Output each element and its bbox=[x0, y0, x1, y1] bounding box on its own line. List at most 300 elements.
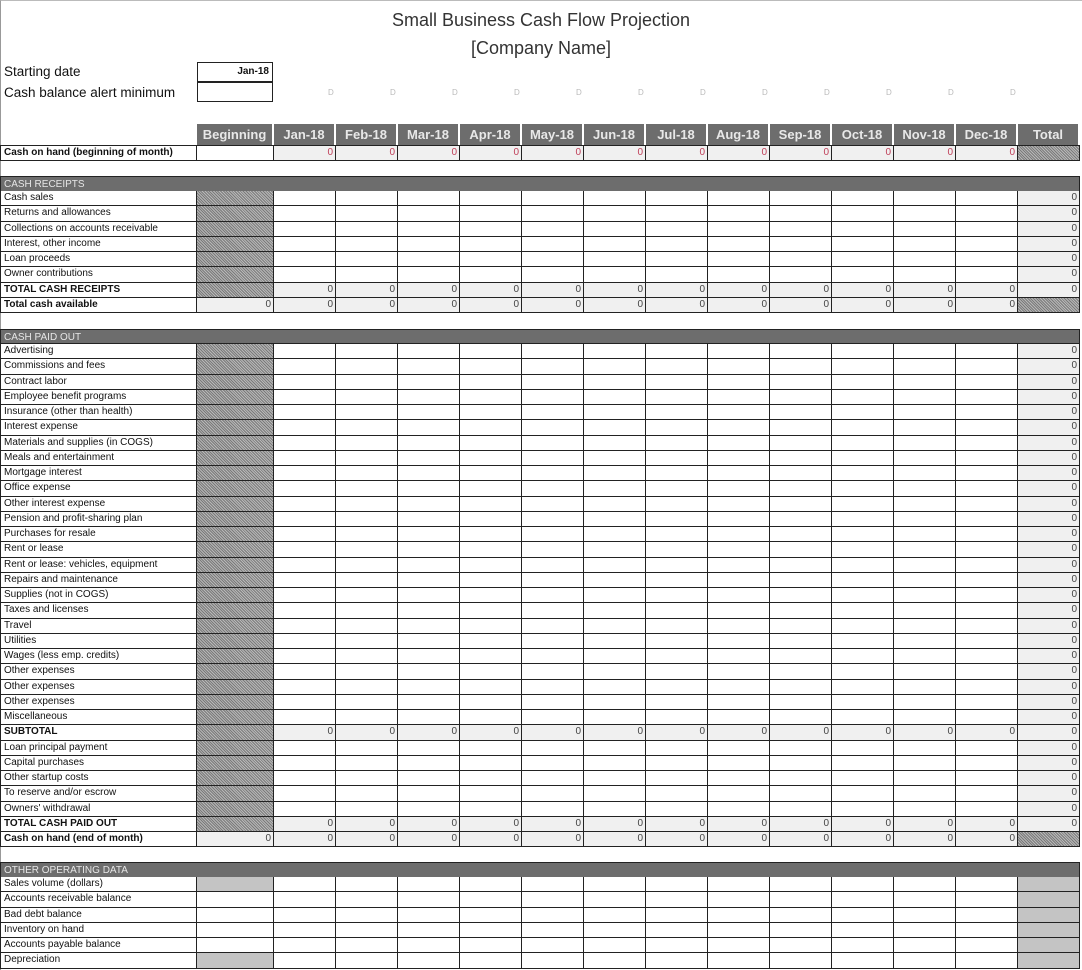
month-cell[interactable] bbox=[274, 451, 336, 466]
month-cell[interactable] bbox=[398, 206, 460, 221]
month-cell[interactable] bbox=[770, 191, 832, 206]
month-cell[interactable] bbox=[584, 802, 646, 817]
month-cell[interactable] bbox=[956, 191, 1018, 206]
month-cell[interactable] bbox=[646, 923, 708, 938]
month-cell[interactable] bbox=[522, 542, 584, 557]
month-cell[interactable] bbox=[894, 786, 956, 801]
month-cell[interactable] bbox=[832, 542, 894, 557]
month-cell[interactable] bbox=[770, 375, 832, 390]
month-cell[interactable] bbox=[770, 877, 832, 892]
month-cell[interactable] bbox=[460, 695, 522, 710]
month-cell[interactable] bbox=[522, 710, 584, 725]
month-cell[interactable] bbox=[770, 710, 832, 725]
month-cell[interactable] bbox=[336, 527, 398, 542]
month-cell[interactable] bbox=[770, 923, 832, 938]
month-cell[interactable] bbox=[832, 953, 894, 968]
month-cell[interactable] bbox=[584, 938, 646, 953]
month-cell[interactable] bbox=[584, 756, 646, 771]
month-cell[interactable] bbox=[770, 252, 832, 267]
month-cell[interactable] bbox=[832, 191, 894, 206]
month-cell[interactable] bbox=[832, 558, 894, 573]
month-cell[interactable] bbox=[460, 237, 522, 252]
month-cell[interactable] bbox=[584, 664, 646, 679]
month-cell[interactable] bbox=[460, 390, 522, 405]
month-cell[interactable] bbox=[460, 634, 522, 649]
month-cell[interactable] bbox=[956, 481, 1018, 496]
month-cell[interactable] bbox=[956, 953, 1018, 968]
month-cell[interactable] bbox=[708, 252, 770, 267]
month-cell[interactable] bbox=[274, 222, 336, 237]
month-cell[interactable] bbox=[708, 619, 770, 634]
month-cell[interactable] bbox=[522, 603, 584, 618]
month-cell[interactable] bbox=[584, 953, 646, 968]
month-cell[interactable] bbox=[894, 923, 956, 938]
month-cell[interactable] bbox=[894, 420, 956, 435]
month-cell[interactable] bbox=[398, 222, 460, 237]
month-cell[interactable] bbox=[336, 237, 398, 252]
month-cell[interactable] bbox=[460, 512, 522, 527]
month-cell[interactable] bbox=[336, 908, 398, 923]
month-cell[interactable] bbox=[646, 512, 708, 527]
month-cell[interactable] bbox=[336, 680, 398, 695]
month-cell[interactable] bbox=[460, 680, 522, 695]
month-cell[interactable] bbox=[460, 741, 522, 756]
month-cell[interactable] bbox=[274, 466, 336, 481]
month-cell[interactable] bbox=[646, 603, 708, 618]
month-cell[interactable] bbox=[584, 466, 646, 481]
month-cell[interactable] bbox=[522, 420, 584, 435]
month-cell[interactable] bbox=[398, 892, 460, 907]
month-cell[interactable] bbox=[646, 206, 708, 221]
month-cell[interactable] bbox=[832, 588, 894, 603]
month-cell[interactable] bbox=[708, 542, 770, 557]
month-cell[interactable] bbox=[460, 953, 522, 968]
month-cell[interactable] bbox=[460, 802, 522, 817]
month-cell[interactable] bbox=[832, 497, 894, 512]
month-cell[interactable] bbox=[894, 267, 956, 282]
month-cell[interactable] bbox=[708, 603, 770, 618]
month-cell[interactable] bbox=[274, 786, 336, 801]
alert-minimum-input[interactable] bbox=[197, 82, 273, 102]
month-cell[interactable] bbox=[336, 451, 398, 466]
month-cell[interactable] bbox=[522, 222, 584, 237]
month-cell[interactable] bbox=[460, 206, 522, 221]
month-cell[interactable] bbox=[708, 786, 770, 801]
month-cell[interactable] bbox=[274, 802, 336, 817]
month-cell[interactable] bbox=[522, 573, 584, 588]
month-cell[interactable] bbox=[460, 359, 522, 374]
month-cell[interactable] bbox=[832, 938, 894, 953]
month-cell[interactable] bbox=[398, 359, 460, 374]
month-cell[interactable] bbox=[956, 680, 1018, 695]
month-cell[interactable] bbox=[646, 634, 708, 649]
month-cell[interactable] bbox=[832, 390, 894, 405]
company-name[interactable]: [Company Name] bbox=[470, 38, 612, 58]
month-cell[interactable] bbox=[832, 252, 894, 267]
month-cell[interactable] bbox=[398, 786, 460, 801]
month-cell[interactable] bbox=[398, 436, 460, 451]
month-cell[interactable] bbox=[274, 436, 336, 451]
month-cell[interactable] bbox=[522, 664, 584, 679]
month-cell[interactable] bbox=[274, 923, 336, 938]
month-cell[interactable] bbox=[336, 222, 398, 237]
month-cell[interactable] bbox=[770, 237, 832, 252]
month-cell[interactable] bbox=[398, 938, 460, 953]
month-cell[interactable] bbox=[832, 786, 894, 801]
month-cell[interactable] bbox=[894, 680, 956, 695]
month-cell[interactable] bbox=[460, 466, 522, 481]
month-cell[interactable] bbox=[584, 527, 646, 542]
month-cell[interactable] bbox=[274, 877, 336, 892]
month-cell[interactable] bbox=[646, 664, 708, 679]
month-cell[interactable] bbox=[336, 542, 398, 557]
beginning-cell[interactable] bbox=[197, 908, 274, 923]
month-cell[interactable] bbox=[832, 741, 894, 756]
month-cell[interactable] bbox=[646, 573, 708, 588]
month-cell[interactable] bbox=[956, 634, 1018, 649]
month-cell[interactable] bbox=[832, 771, 894, 786]
month-cell[interactable] bbox=[522, 908, 584, 923]
month-cell[interactable] bbox=[584, 222, 646, 237]
month-cell[interactable] bbox=[274, 603, 336, 618]
month-cell[interactable] bbox=[274, 634, 336, 649]
month-cell[interactable] bbox=[460, 619, 522, 634]
month-cell[interactable] bbox=[336, 892, 398, 907]
month-cell[interactable] bbox=[894, 527, 956, 542]
month-cell[interactable] bbox=[522, 619, 584, 634]
month-cell[interactable] bbox=[522, 527, 584, 542]
month-cell[interactable] bbox=[646, 359, 708, 374]
month-cell[interactable] bbox=[894, 603, 956, 618]
month-cell[interactable] bbox=[646, 344, 708, 359]
month-cell[interactable] bbox=[584, 741, 646, 756]
month-cell[interactable] bbox=[956, 923, 1018, 938]
month-cell[interactable] bbox=[274, 756, 336, 771]
month-cell[interactable] bbox=[956, 237, 1018, 252]
month-cell[interactable] bbox=[956, 512, 1018, 527]
month-cell[interactable] bbox=[770, 603, 832, 618]
month-cell[interactable] bbox=[460, 267, 522, 282]
month-cell[interactable] bbox=[274, 191, 336, 206]
month-cell[interactable] bbox=[522, 953, 584, 968]
month-cell[interactable] bbox=[956, 466, 1018, 481]
month-cell[interactable] bbox=[708, 405, 770, 420]
month-cell[interactable] bbox=[646, 710, 708, 725]
month-cell[interactable] bbox=[832, 359, 894, 374]
month-cell[interactable] bbox=[956, 908, 1018, 923]
month-cell[interactable] bbox=[336, 619, 398, 634]
month-cell[interactable] bbox=[770, 786, 832, 801]
month-cell[interactable] bbox=[460, 664, 522, 679]
month-cell[interactable] bbox=[584, 771, 646, 786]
month-cell[interactable] bbox=[398, 877, 460, 892]
month-cell[interactable] bbox=[894, 771, 956, 786]
month-cell[interactable] bbox=[770, 222, 832, 237]
month-cell[interactable] bbox=[770, 938, 832, 953]
month-cell[interactable] bbox=[460, 420, 522, 435]
month-cell[interactable] bbox=[460, 222, 522, 237]
month-cell[interactable] bbox=[584, 680, 646, 695]
month-cell[interactable] bbox=[336, 756, 398, 771]
month-cell[interactable] bbox=[584, 619, 646, 634]
month-cell[interactable] bbox=[894, 664, 956, 679]
month-cell[interactable] bbox=[832, 573, 894, 588]
month-cell[interactable] bbox=[956, 786, 1018, 801]
month-cell[interactable] bbox=[708, 741, 770, 756]
month-cell[interactable] bbox=[832, 877, 894, 892]
month-cell[interactable] bbox=[646, 892, 708, 907]
month-cell[interactable] bbox=[956, 802, 1018, 817]
month-cell[interactable] bbox=[584, 206, 646, 221]
month-cell[interactable] bbox=[646, 237, 708, 252]
month-cell[interactable] bbox=[460, 497, 522, 512]
month-cell[interactable] bbox=[584, 649, 646, 664]
month-cell[interactable] bbox=[832, 634, 894, 649]
month-cell[interactable] bbox=[398, 375, 460, 390]
beginning-cell[interactable] bbox=[197, 877, 274, 892]
month-cell[interactable] bbox=[336, 252, 398, 267]
month-cell[interactable] bbox=[584, 908, 646, 923]
month-cell[interactable] bbox=[956, 649, 1018, 664]
month-cell[interactable] bbox=[336, 953, 398, 968]
month-cell[interactable] bbox=[708, 237, 770, 252]
month-cell[interactable] bbox=[584, 710, 646, 725]
month-cell[interactable] bbox=[336, 923, 398, 938]
month-cell[interactable] bbox=[522, 497, 584, 512]
month-cell[interactable] bbox=[460, 436, 522, 451]
month-cell[interactable] bbox=[956, 588, 1018, 603]
month-cell[interactable] bbox=[522, 756, 584, 771]
month-cell[interactable] bbox=[522, 938, 584, 953]
month-cell[interactable] bbox=[584, 390, 646, 405]
month-cell[interactable] bbox=[646, 466, 708, 481]
month-cell[interactable] bbox=[336, 588, 398, 603]
month-cell[interactable] bbox=[832, 436, 894, 451]
month-cell[interactable] bbox=[274, 206, 336, 221]
month-cell[interactable] bbox=[522, 359, 584, 374]
month-cell[interactable] bbox=[336, 436, 398, 451]
month-cell[interactable] bbox=[708, 573, 770, 588]
month-cell[interactable] bbox=[956, 405, 1018, 420]
month-cell[interactable] bbox=[398, 741, 460, 756]
month-cell[interactable] bbox=[646, 436, 708, 451]
month-cell[interactable] bbox=[274, 252, 336, 267]
month-cell[interactable] bbox=[274, 375, 336, 390]
month-cell[interactable] bbox=[770, 558, 832, 573]
month-cell[interactable] bbox=[336, 603, 398, 618]
month-cell[interactable] bbox=[832, 892, 894, 907]
month-cell[interactable] bbox=[336, 877, 398, 892]
month-cell[interactable] bbox=[398, 466, 460, 481]
month-cell[interactable] bbox=[832, 405, 894, 420]
month-cell[interactable] bbox=[956, 741, 1018, 756]
month-cell[interactable] bbox=[770, 771, 832, 786]
month-cell[interactable] bbox=[770, 649, 832, 664]
month-cell[interactable] bbox=[522, 267, 584, 282]
month-cell[interactable] bbox=[832, 603, 894, 618]
month-cell[interactable] bbox=[646, 222, 708, 237]
month-cell[interactable] bbox=[274, 359, 336, 374]
month-cell[interactable] bbox=[646, 680, 708, 695]
month-cell[interactable] bbox=[336, 405, 398, 420]
month-cell[interactable] bbox=[336, 649, 398, 664]
month-cell[interactable] bbox=[832, 222, 894, 237]
month-cell[interactable] bbox=[708, 634, 770, 649]
month-cell[interactable] bbox=[708, 649, 770, 664]
month-cell[interactable] bbox=[398, 588, 460, 603]
month-cell[interactable] bbox=[956, 710, 1018, 725]
month-cell[interactable] bbox=[274, 741, 336, 756]
month-cell[interactable] bbox=[398, 634, 460, 649]
month-cell[interactable] bbox=[336, 558, 398, 573]
month-cell[interactable] bbox=[336, 634, 398, 649]
month-cell[interactable] bbox=[770, 405, 832, 420]
month-cell[interactable] bbox=[460, 892, 522, 907]
month-cell[interactable] bbox=[522, 405, 584, 420]
month-cell[interactable] bbox=[522, 206, 584, 221]
month-cell[interactable] bbox=[708, 710, 770, 725]
month-cell[interactable] bbox=[956, 206, 1018, 221]
month-cell[interactable] bbox=[274, 771, 336, 786]
month-cell[interactable] bbox=[770, 359, 832, 374]
month-cell[interactable] bbox=[708, 771, 770, 786]
month-cell[interactable] bbox=[708, 451, 770, 466]
month-cell[interactable] bbox=[832, 649, 894, 664]
month-cell[interactable] bbox=[646, 420, 708, 435]
month-cell[interactable] bbox=[832, 206, 894, 221]
month-cell[interactable] bbox=[956, 664, 1018, 679]
month-cell[interactable] bbox=[770, 267, 832, 282]
month-cell[interactable] bbox=[336, 664, 398, 679]
month-cell[interactable] bbox=[646, 542, 708, 557]
month-cell[interactable] bbox=[522, 466, 584, 481]
month-cell[interactable] bbox=[956, 892, 1018, 907]
month-cell[interactable] bbox=[708, 664, 770, 679]
month-cell[interactable] bbox=[956, 359, 1018, 374]
month-cell[interactable] bbox=[708, 497, 770, 512]
month-cell[interactable] bbox=[274, 892, 336, 907]
month-cell[interactable] bbox=[646, 481, 708, 496]
month-cell[interactable] bbox=[770, 451, 832, 466]
month-cell[interactable] bbox=[708, 680, 770, 695]
month-cell[interactable] bbox=[398, 497, 460, 512]
month-cell[interactable] bbox=[398, 344, 460, 359]
month-cell[interactable] bbox=[336, 573, 398, 588]
month-cell[interactable] bbox=[770, 481, 832, 496]
month-cell[interactable] bbox=[522, 588, 584, 603]
month-cell[interactable] bbox=[398, 908, 460, 923]
month-cell[interactable] bbox=[832, 481, 894, 496]
month-cell[interactable] bbox=[646, 267, 708, 282]
month-cell[interactable] bbox=[956, 771, 1018, 786]
month-cell[interactable] bbox=[584, 558, 646, 573]
month-cell[interactable] bbox=[274, 420, 336, 435]
month-cell[interactable] bbox=[274, 497, 336, 512]
month-cell[interactable] bbox=[646, 252, 708, 267]
month-cell[interactable] bbox=[708, 802, 770, 817]
month-cell[interactable] bbox=[274, 481, 336, 496]
month-cell[interactable] bbox=[522, 344, 584, 359]
month-cell[interactable] bbox=[584, 786, 646, 801]
month-cell[interactable] bbox=[584, 573, 646, 588]
month-cell[interactable] bbox=[894, 634, 956, 649]
month-cell[interactable] bbox=[522, 695, 584, 710]
month-cell[interactable] bbox=[336, 390, 398, 405]
month-cell[interactable] bbox=[522, 802, 584, 817]
month-cell[interactable] bbox=[398, 756, 460, 771]
month-cell[interactable] bbox=[770, 206, 832, 221]
month-cell[interactable] bbox=[708, 344, 770, 359]
month-cell[interactable] bbox=[708, 222, 770, 237]
month-cell[interactable] bbox=[274, 237, 336, 252]
month-cell[interactable] bbox=[708, 466, 770, 481]
month-cell[interactable] bbox=[956, 938, 1018, 953]
month-cell[interactable] bbox=[584, 695, 646, 710]
month-cell[interactable] bbox=[584, 634, 646, 649]
month-cell[interactable] bbox=[832, 512, 894, 527]
month-cell[interactable] bbox=[584, 542, 646, 557]
month-cell[interactable] bbox=[894, 405, 956, 420]
month-cell[interactable] bbox=[398, 420, 460, 435]
beginning-cell[interactable] bbox=[197, 892, 274, 907]
month-cell[interactable] bbox=[646, 802, 708, 817]
month-cell[interactable] bbox=[646, 558, 708, 573]
month-cell[interactable] bbox=[398, 680, 460, 695]
month-cell[interactable] bbox=[522, 390, 584, 405]
month-cell[interactable] bbox=[584, 892, 646, 907]
month-cell[interactable] bbox=[584, 436, 646, 451]
month-cell[interactable] bbox=[460, 771, 522, 786]
month-cell[interactable] bbox=[336, 375, 398, 390]
month-cell[interactable] bbox=[956, 695, 1018, 710]
month-cell[interactable] bbox=[894, 191, 956, 206]
month-cell[interactable] bbox=[522, 512, 584, 527]
month-cell[interactable] bbox=[832, 267, 894, 282]
month-cell[interactable] bbox=[646, 695, 708, 710]
month-cell[interactable] bbox=[398, 252, 460, 267]
month-cell[interactable] bbox=[770, 588, 832, 603]
month-cell[interactable] bbox=[708, 877, 770, 892]
month-cell[interactable] bbox=[274, 573, 336, 588]
month-cell[interactable] bbox=[894, 481, 956, 496]
month-cell[interactable] bbox=[708, 191, 770, 206]
month-cell[interactable] bbox=[398, 953, 460, 968]
month-cell[interactable] bbox=[708, 359, 770, 374]
month-cell[interactable] bbox=[894, 222, 956, 237]
month-cell[interactable] bbox=[274, 390, 336, 405]
month-cell[interactable] bbox=[584, 497, 646, 512]
month-cell[interactable] bbox=[708, 908, 770, 923]
month-cell[interactable] bbox=[336, 481, 398, 496]
month-cell[interactable] bbox=[460, 191, 522, 206]
month-cell[interactable] bbox=[460, 649, 522, 664]
month-cell[interactable] bbox=[274, 512, 336, 527]
month-cell[interactable] bbox=[956, 451, 1018, 466]
month-cell[interactable] bbox=[584, 267, 646, 282]
month-cell[interactable] bbox=[460, 923, 522, 938]
month-cell[interactable] bbox=[956, 558, 1018, 573]
month-cell[interactable] bbox=[956, 420, 1018, 435]
month-cell[interactable] bbox=[584, 375, 646, 390]
month-cell[interactable] bbox=[956, 222, 1018, 237]
month-cell[interactable] bbox=[894, 466, 956, 481]
month-cell[interactable] bbox=[398, 603, 460, 618]
month-cell[interactable] bbox=[336, 466, 398, 481]
month-cell[interactable] bbox=[398, 451, 460, 466]
month-cell[interactable] bbox=[832, 466, 894, 481]
month-cell[interactable] bbox=[336, 191, 398, 206]
month-cell[interactable] bbox=[398, 267, 460, 282]
